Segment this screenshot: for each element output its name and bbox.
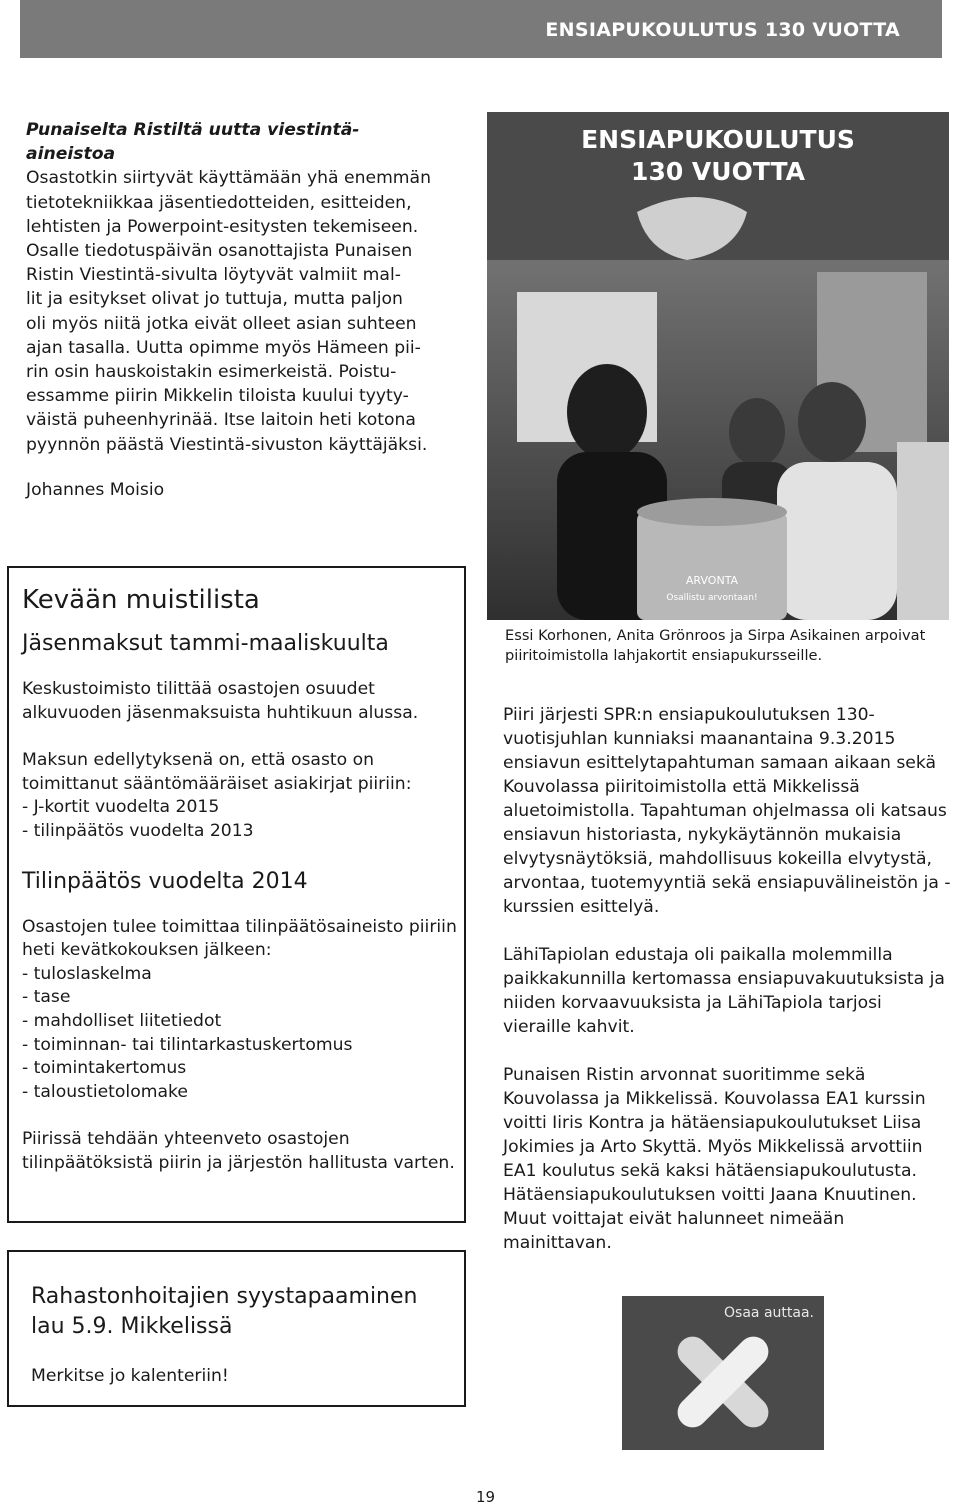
article-line: lit ja esitykset olivat jo tuttuja, mutta paljon — [26, 289, 403, 310]
spring-checklist-box — [7, 566, 466, 1223]
article-line: Osalle tiedotuspäivän osanottajista Punaisen — [26, 241, 413, 262]
raffle-bucket — [637, 512, 787, 620]
article-line: rin osin hauskoistakin esimerkeistä. Poistu- — [26, 362, 397, 383]
checklist-para3-intro: Osastojen tulee toimittaa tilinpäätösaineisto piiriin heti kevätkokouksen jälkeen: — [22, 916, 457, 961]
article-heading: Punaiselta Ristiltä uutta viestintä-aineistoa — [26, 120, 360, 165]
treasurers-meeting-box — [7, 1250, 466, 1407]
person-right-body — [777, 462, 897, 620]
checklist-item: - toiminnan- tai tilintarkastuskertomus — [22, 1034, 353, 1055]
osaa-auttaa-logo — [622, 1296, 824, 1450]
person-left-head — [567, 364, 647, 460]
event-report-p3: Punaisen Ristin arvonnat suoritimme sekä Kouvolassa ja Mikkelissä. Kouvolassa EA1 kurssin voitti Iiris Kontra ja hätäensiapukoulutukset Liisa Jokimies ja Arto Skyttä. Myös Mikkelissä arvottiin EA1 koulutus sekä kaksi hätäensiapukoulutusta. Hätäensiapukoulutuksen voitti Jaana Knuutinen. Muut voittajat eivät halunneet nimeään mainittavan. — [503, 1065, 926, 1253]
checklist-item: - tase — [22, 987, 71, 1008]
page-number: 19 — [476, 1488, 496, 1506]
checklist-item: - tuloslaskelma — [22, 963, 152, 984]
checklist-para3 — [22, 916, 462, 1105]
article-line: väistä puheenhyrinää. Itse laitoin heti kotona — [26, 410, 416, 431]
checklist-para4: Piirissä tehdään yhteenveto osastojen tilinpäätöksistä piirin ja järjestön hallitusta varten. — [22, 1129, 455, 1173]
bucket-sub: Osallistu arvontaan! — [666, 593, 758, 603]
article-line: ajan tasalla. Uutta opimme myös Hämeen pii- — [26, 337, 421, 358]
checklist-subtitle-accounts: Tilinpäätös vuodelta 2014 — [22, 868, 308, 894]
event-report-p1: Piiri järjesti SPR:n ensiapukoulutuksen 130-vuotisjuhlan kunniaksi maanantaina 9.3.2015 ensiavun esittelytapahtuman samaan aikaan sekä Kouvolassa piiritoimistolla että Mikkelissä aluetoimistolla. Tapahtuman ohjelmassa oli katsaus ensiavun historiasta, nykykäytännön mukaisia elvytysnäytöksiä, mahdollisuus kokeilla elvytystä, arvontaa, tuotemyyntiä sekä ensiapuvälineistön ja -kurssien esittelyä. — [503, 705, 951, 917]
article-author: Johannes Moisio — [26, 480, 165, 500]
event-report — [503, 703, 955, 1279]
article-line: tietotekniikkaa jäsentiedotteiden, esitteiden, — [26, 192, 412, 213]
checklist-para2 — [22, 749, 462, 843]
photo-caption: Essi Korhonen, Anita Grönroos ja Sirpa Asikainen arpoivat piiritoimistolla lahjakortit ensiapukursseille. — [505, 627, 926, 664]
meeting-title: Rahastonhoitajien syystapaaminen lau 5.9. Mikkelissä — [31, 1284, 418, 1339]
person-right-head — [798, 382, 866, 462]
article-line: Osastotkin siirtyvät käyttämään yhä enemmän — [26, 168, 431, 189]
article-line: lehtisten ja Powerpoint-esitysten tekemiseen. — [26, 216, 419, 237]
article — [26, 118, 488, 457]
person-middle-head — [729, 398, 785, 466]
article-body — [26, 166, 488, 456]
checklist-item: - J-kortit vuodelta 2015 — [22, 797, 220, 818]
display-rack — [897, 442, 949, 620]
event-report-p2: LähiTapiolan edustaja oli paikalla molemmilla paikkakunnilla kertomassa ensiapuvakuutuksista ja niiden korvaavuuksista ja LähiTapiola tarjosi vieraille kahvit. — [503, 945, 945, 1037]
checklist-item: - tilinpäätös vuodelta 2013 — [22, 820, 254, 841]
checklist-item: - mahdolliset liitetiedot — [22, 1010, 222, 1031]
checklist-item: - toimintakertomus — [22, 1058, 187, 1079]
logo-text: Osaa auttaa. — [724, 1305, 814, 1321]
photo-banner-line1: ENSIAPUKOULUTUS — [581, 125, 855, 154]
article-line: Ristin Viestintä-sivulta löytyvät valmiit mal- — [26, 265, 401, 286]
article-line: pyynnön päästä Viestintä-sivuston käyttäjäksi. — [26, 434, 428, 455]
photo-banner-line2: 130 VUOTTA — [631, 157, 805, 186]
checklist-title: Kevään muistilista — [22, 585, 260, 615]
article-line: essamme piirin Mikkelin tiloista kuului tyyty- — [26, 386, 409, 407]
page-header-title: ENSIAPUKOULUTUS 130 VUOTTA — [545, 19, 900, 41]
bucket-label: ARVONTA — [685, 574, 739, 587]
checklist-para2-intro: Maksun edellytyksenä on, että osasto on toimittanut sääntömääräiset asiakirjat piiriin: — [22, 750, 412, 794]
checklist-item: - taloustietolomake — [22, 1081, 188, 1102]
checklist-para1: Keskustoimisto tilittää osastojen osuudet alkuvuoden jäsenmaksuista huhtikuun alussa. — [22, 679, 419, 723]
event-photo — [487, 112, 949, 620]
meeting-note: Merkitse jo kalenteriin! — [31, 1366, 229, 1386]
checklist-subtitle-fees: Jäsenmaksut tammi-maaliskuulta — [22, 631, 389, 656]
article-line: oli myös niitä jotka eivät olleet asian suhteen — [26, 313, 417, 334]
header-band — [20, 0, 942, 58]
